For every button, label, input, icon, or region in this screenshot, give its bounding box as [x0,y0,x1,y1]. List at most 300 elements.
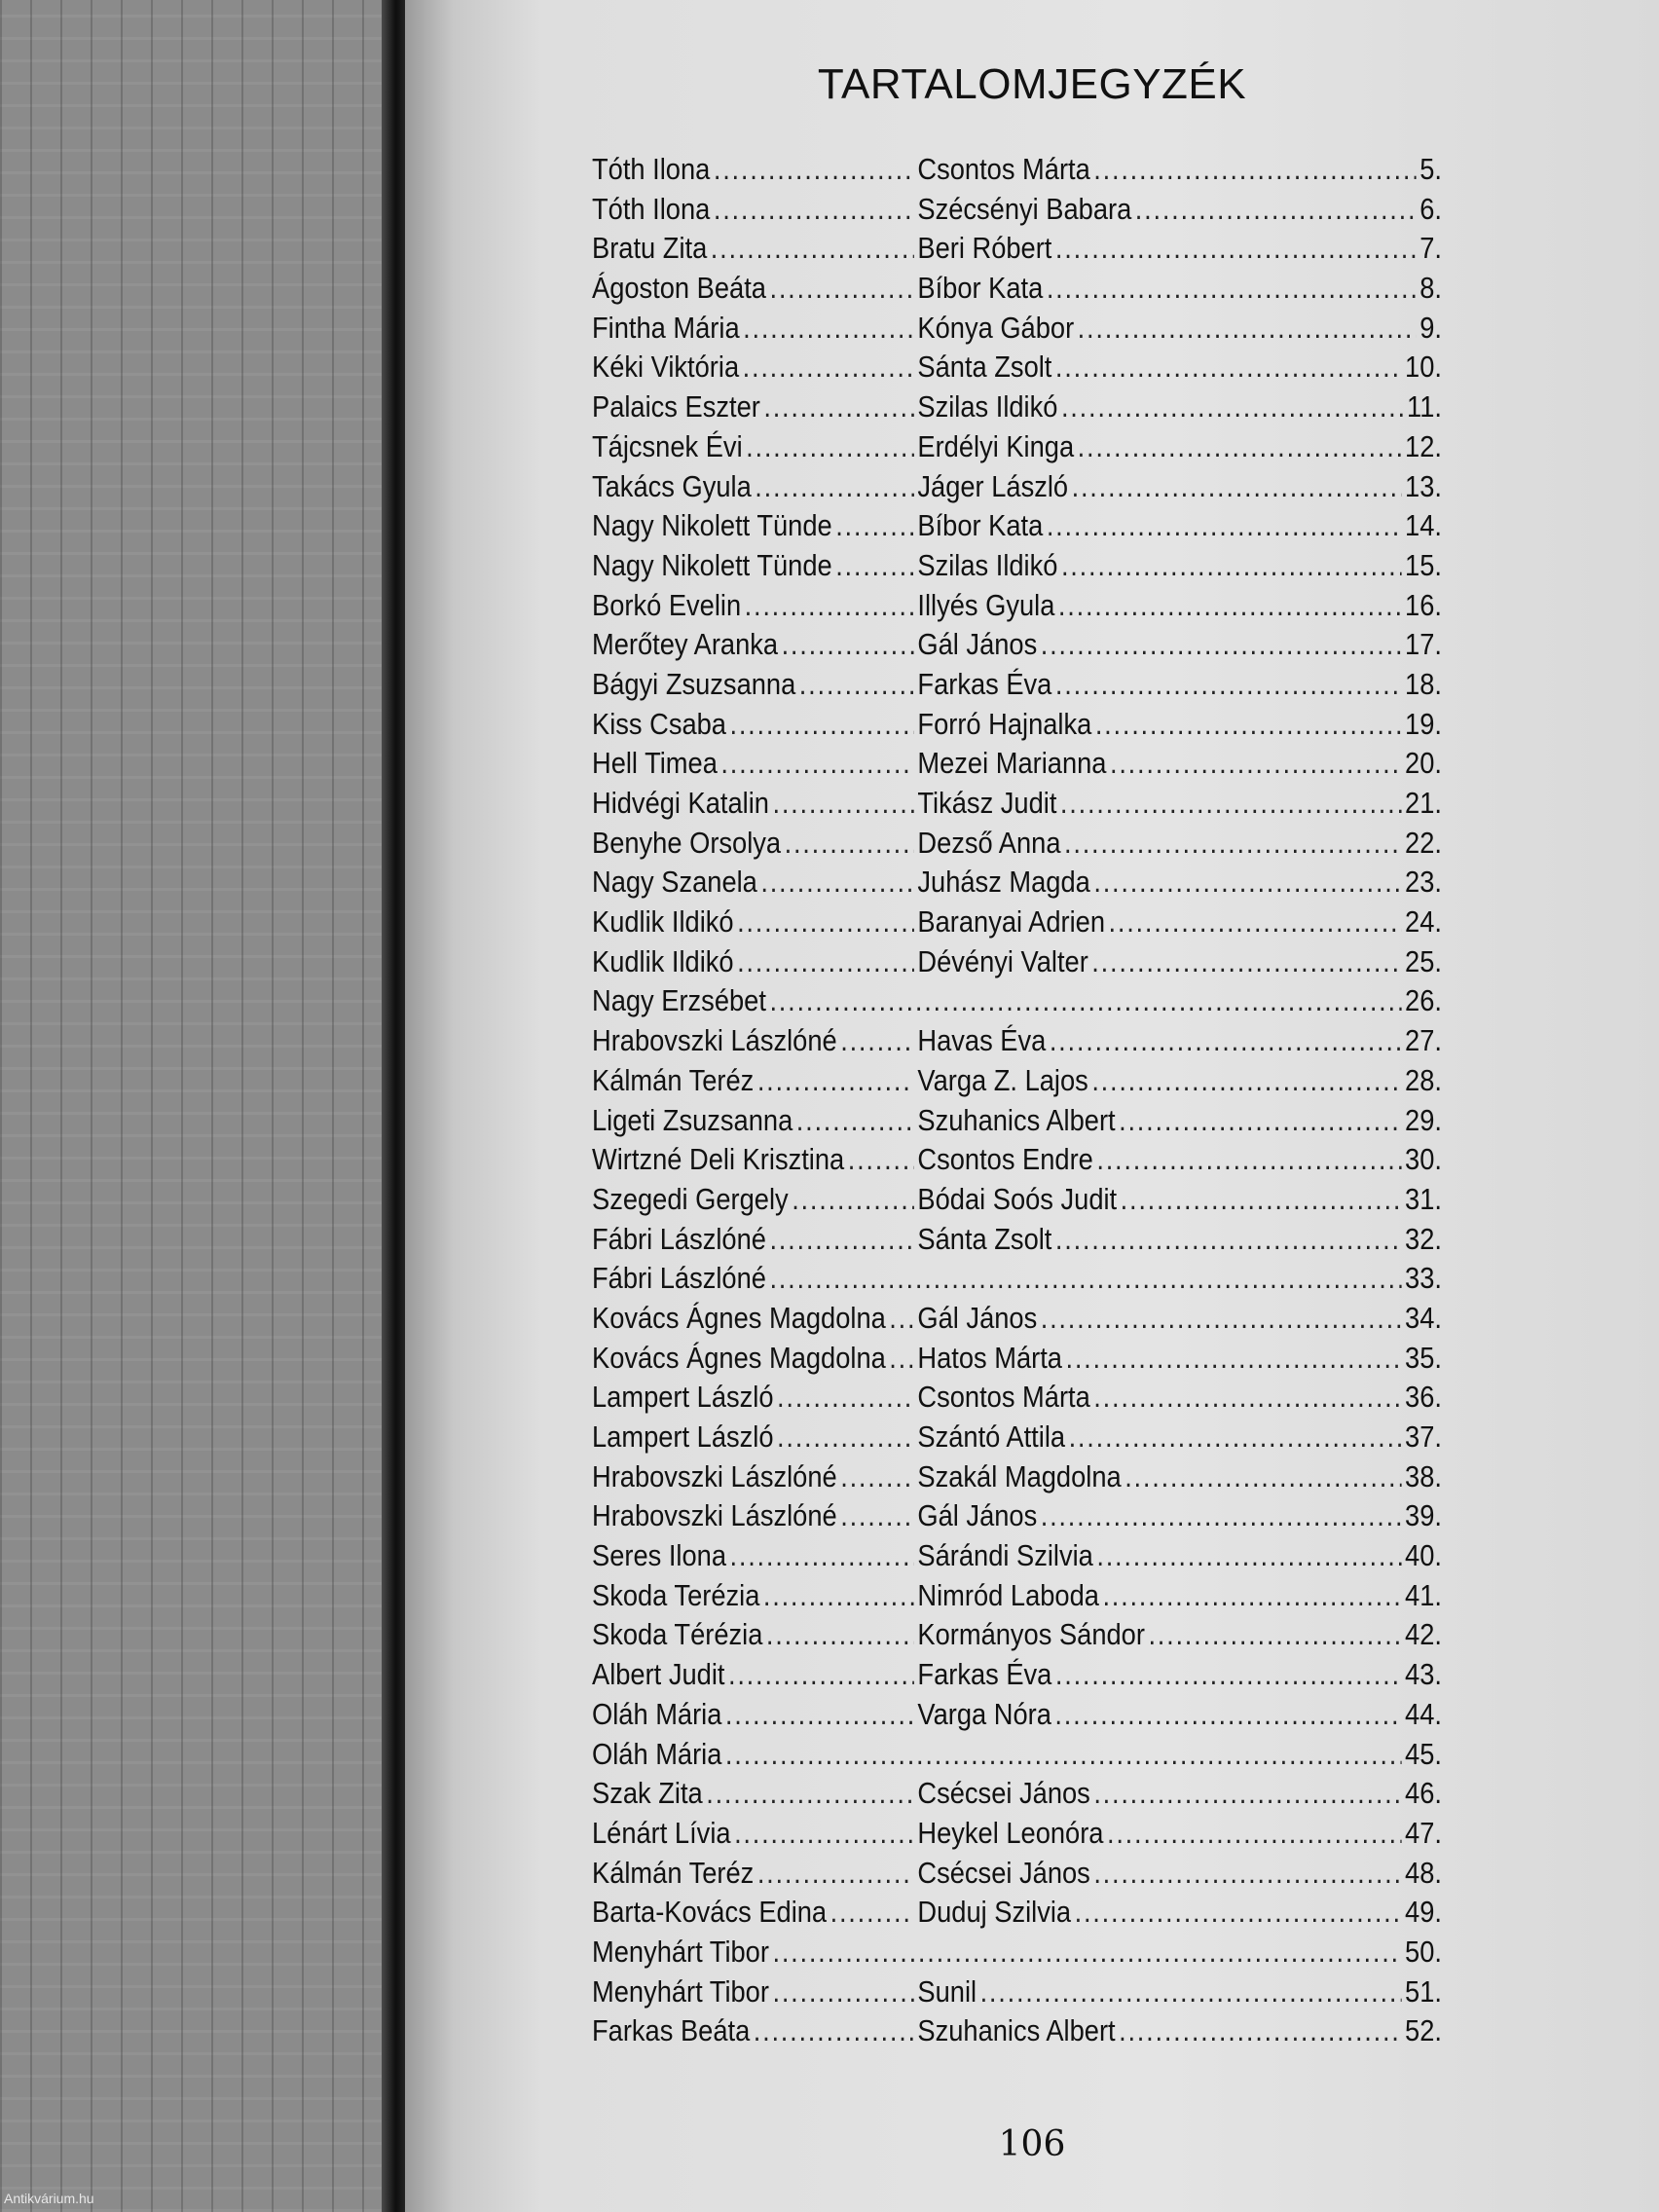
toc-illustrator-segment [917,707,1442,742]
toc-illustrator-segment [917,1816,1442,1851]
dot-leader [1041,1301,1402,1336]
toc-page-number: 14. [1405,508,1442,543]
toc-illustrator: Farkas Éva [917,666,1052,701]
dot-leader [1061,548,1402,583]
toc-author: Nagy Szanela [592,865,757,900]
dot-leader [840,1498,914,1533]
toc-illustrator: Kormányos Sándor [917,1617,1145,1652]
toc-author: Benyhe Orsolya [592,825,782,860]
toc-illustrator: Szilas Ildikó [917,547,1058,582]
toc-author: Hell Timea [592,746,718,781]
toc-entry [592,231,1442,271]
toc-entry [592,152,1442,192]
toc-illustrator-segment [917,1222,1442,1257]
dot-leader [1107,1816,1402,1851]
toc-entry [592,627,1442,667]
dot-leader [737,904,914,940]
toc-page-number: 17. [1405,627,1442,662]
toc-author-segment [592,588,917,623]
toc-illustrator: Szuhanics Albert [917,2013,1116,2048]
toc-illustrator-segment [917,1459,1442,1494]
toc-illustrator: Szuhanics Albert [917,1102,1116,1137]
toc-illustrator-segment [917,1301,1442,1336]
toc-illustrator: Sárándi Szilvia [917,1538,1093,1573]
toc-author: Nagy Erzsébet [592,983,766,1018]
toc-illustrator: Szakál Magdolna [917,1458,1122,1493]
toc-illustrator-segment [917,1538,1442,1573]
toc-author: Tájcsnek Évi [592,428,743,463]
dot-leader [772,1935,1401,1970]
toc-author-segment [592,1776,917,1811]
toc-page-number: 15. [1405,547,1442,582]
watermark: Antikvárium.hu [4,2191,94,2206]
toc-author: Skoda Térézia [592,1617,763,1652]
toc-illustrator: Kónya Gábor [917,310,1075,345]
dot-leader [755,469,914,504]
toc-author-segment [592,627,917,662]
dot-leader [1091,1063,1401,1098]
toc-page-number: 47. [1405,1815,1442,1850]
dot-leader [889,1301,914,1336]
dot-leader [725,1737,1402,1772]
toc-page-number: 49. [1405,1895,1442,1930]
dot-leader [1064,826,1401,861]
toc-entry [592,1261,1442,1301]
toc-page-number: 41. [1405,1577,1442,1612]
toc-author: Nagy Nikolett Tünde [592,547,832,582]
toc-author: Lénárt Lívia [592,1815,731,1850]
toc-author: Palaics Eszter [592,389,760,424]
toc-author: Kálmán Teréz [592,1855,755,1890]
toc-entry [592,1657,1442,1697]
toc-illustrator: Szántó Attila [917,1419,1066,1454]
toc-entry [592,944,1442,984]
dot-leader [1060,786,1402,821]
toc-page-number: 26. [1405,983,1442,1018]
dot-leader [1078,311,1417,346]
toc-illustrator: Erdélyi Kinga [917,428,1075,463]
toc-page-number: 8. [1419,271,1442,306]
dot-leader [1055,350,1402,385]
toc-entry [592,1419,1442,1459]
toc-illustrator: Szécsényi Babara [917,191,1132,226]
toc-illustrator-segment [917,508,1442,543]
dot-leader [1054,1697,1401,1732]
dot-leader [745,588,914,623]
toc-entry [592,389,1442,429]
toc-page-number: 43. [1405,1657,1442,1692]
toc-page-number: 38. [1405,1458,1442,1493]
dot-leader [889,1341,914,1376]
toc-page-number: 12. [1405,428,1442,463]
toc-page-number: 5. [1419,152,1442,186]
toc-author: Takács Gyula [592,468,752,503]
toc-entry [592,429,1442,469]
toc-illustrator: Csontos Endre [917,1142,1093,1177]
toc-illustrator-segment [917,1776,1442,1811]
toc-author: Seres Ilona [592,1538,727,1573]
dot-leader [1055,231,1417,266]
toc-illustrator: Duduj Szilvia [917,1895,1072,1930]
toc-page-number: 24. [1405,904,1442,940]
toc-illustrator: Gál János [917,1498,1038,1533]
dot-leader [769,983,1401,1018]
toc-illustrator-segment [917,904,1442,940]
toc-author-segment [592,904,917,940]
toc-author: Lampert László [592,1380,774,1415]
toc-illustrator-segment [917,311,1442,346]
toc-author: Szegedi Gergely [592,1181,789,1216]
dot-leader [1102,1578,1401,1613]
toc-author: Fintha Mária [592,310,740,345]
toc-entry [592,1222,1442,1262]
toc-entry [592,1063,1442,1103]
dot-leader [720,746,913,781]
dot-leader [714,192,914,227]
toc-page-number: 30. [1405,1142,1442,1177]
toc-illustrator: Hatos Márta [917,1340,1062,1375]
toc-author: Kudlik Ildikó [592,904,734,940]
toc-author-segment [592,1697,917,1732]
book-cover-edge [0,0,382,2212]
toc-page-number: 28. [1405,1062,1442,1097]
toc-author: Menyhárt Tibor [592,1934,769,1969]
toc-illustrator-segment [917,865,1442,900]
dot-leader [1093,865,1401,900]
toc-author-segment [592,1419,917,1455]
dot-leader [773,786,914,821]
dot-leader [1148,1617,1401,1652]
toc-illustrator-segment [917,1657,1442,1692]
dot-leader [1135,192,1417,227]
toc-author-segment [592,508,917,543]
toc-author-segment [592,1816,917,1851]
toc-illustrator: Heykel Leonóra [917,1815,1104,1850]
toc-entry [592,2013,1442,2053]
toc-page-number: 10. [1405,350,1442,385]
toc-illustrator-segment [917,826,1442,861]
toc-author: Farkas Beáta [592,2013,751,2048]
dot-leader [799,667,914,702]
toc-page-number: 46. [1405,1776,1442,1811]
dot-leader [1058,588,1402,623]
toc-author-segment [592,667,917,702]
toc-page-number: 6. [1419,191,1442,226]
dot-leader [769,1261,1401,1296]
dot-leader [743,350,914,385]
dot-leader [1055,667,1402,702]
toc-page-number: 51. [1405,1973,1442,2009]
dot-leader [1091,944,1401,979]
toc-page-number: 34. [1405,1300,1442,1335]
dot-leader [770,271,914,306]
toc-entry [592,1776,1442,1816]
toc-illustrator: Csontos Márta [917,152,1090,186]
dot-leader [835,548,914,583]
toc-author: Albert Judit [592,1657,725,1692]
dot-leader [769,1222,913,1257]
dot-leader [1069,1419,1402,1455]
dot-leader [766,1617,914,1652]
toc-author-segment [592,271,917,306]
toc-entry [592,1935,1442,1974]
toc-author-segment [592,1895,917,1930]
toc-author: Hidvégi Katalin [592,786,769,820]
toc-author-segment [592,1142,917,1177]
toc-entry [592,1974,1442,2014]
toc-author: Bágyi Zsuzsanna [592,666,796,701]
book-spine [382,0,405,2212]
toc-entry [592,1459,1442,1499]
toc-author-segment [592,1974,917,2009]
toc-illustrator: Varga Z. Lajos [917,1062,1088,1097]
toc-entry [592,746,1442,786]
toc-author-segment [592,1301,917,1336]
toc-illustrator-segment [917,231,1442,266]
dot-leader [1041,627,1402,662]
toc-entry [592,1182,1442,1222]
toc-illustrator: Jáger László [917,468,1069,503]
toc-illustrator: Forró Hajnalka [917,706,1092,741]
toc-illustrator-segment [917,627,1442,662]
toc-author-segment [592,746,917,781]
toc-illustrator-segment [917,2013,1442,2048]
toc-illustrator: Tikász Judit [917,786,1057,820]
toc-entry [592,1895,1442,1935]
dot-leader [777,1380,914,1415]
toc-page-number: 37. [1405,1419,1442,1454]
toc-illustrator-segment [917,667,1442,702]
toc-author-segment [592,707,917,742]
dot-leader [728,1657,914,1692]
toc-author: Hrabovszki Lászlóné [592,1458,837,1493]
toc-illustrator-segment [917,1498,1442,1533]
toc-illustrator-segment [917,588,1442,623]
toc-page-number: 20. [1405,746,1442,781]
toc-entry [592,904,1442,944]
toc-author-segment [592,1617,917,1652]
toc-illustrator: Gál János [917,627,1038,662]
toc-page-number: 36. [1405,1380,1442,1415]
dot-leader [757,1856,914,1891]
toc-author: Kudlik Ildikó [592,943,734,978]
dot-leader [785,826,914,861]
toc-entry [592,508,1442,548]
toc-page-number: 23. [1405,865,1442,900]
toc-author: Hrabovszki Lászlóné [592,1023,837,1058]
dot-leader [1078,429,1402,464]
toc-author-segment [592,2013,917,2048]
dot-leader [1093,1380,1401,1415]
toc-author-segment [592,865,917,900]
toc-entry [592,1103,1442,1143]
toc-illustrator-segment [917,1419,1442,1455]
toc-author: Tóth Ilona [592,152,711,186]
toc-page-number: 32. [1405,1221,1442,1256]
toc-illustrator: Gál János [917,1300,1038,1335]
toc-page-number: 19. [1405,706,1442,741]
dot-leader [1109,904,1402,940]
toc-illustrator-segment [917,429,1442,464]
toc-author: Ágoston Beáta [592,271,766,306]
toc-entry [592,588,1442,628]
toc-illustrator: Bíbor Kata [917,508,1044,543]
toc-page-number: 13. [1405,468,1442,503]
toc-author-segment [592,192,917,227]
toc-entry [592,1617,1442,1657]
toc-entry [592,1697,1442,1737]
toc-entry [592,1816,1442,1856]
dot-leader [757,1063,914,1098]
toc-author: Wirtzné Deli Krisztina [592,1142,845,1177]
toc-illustrator: Csécsei János [917,1855,1090,1890]
toc-illustrator: Illyés Gyula [917,587,1055,622]
toc-author-segment [592,1182,917,1217]
toc-illustrator-segment [917,152,1442,187]
toc-entry [592,1341,1442,1381]
toc-author-segment [592,1023,917,1058]
toc-illustrator: Beri Róbert [917,231,1052,266]
toc-entry [592,350,1442,389]
toc-author-segment [592,469,917,504]
toc-page-number: 29. [1405,1102,1442,1137]
toc-illustrator: Sánta Zsolt [917,1221,1052,1256]
toc-author: Merőtey Aranka [592,627,779,662]
toc-page-number: 35. [1405,1340,1442,1375]
toc-entry [592,707,1442,747]
toc-entry [592,469,1442,509]
toc-author-segment [592,1063,917,1098]
toc-page-number: 52. [1405,2013,1442,2048]
toc-author-segment [592,152,917,187]
toc-page-number: 25. [1405,943,1442,978]
dot-leader [763,389,914,424]
toc-author-segment [592,786,917,821]
toc-author: Ligeti Zsuzsanna [592,1102,793,1137]
toc-illustrator: Baranyai Adrien [917,904,1106,940]
toc-illustrator: Farkas Éva [917,1657,1052,1692]
toc-illustrator-segment [917,389,1442,424]
toc-entry [592,1380,1442,1419]
toc-author-segment [592,350,917,385]
dot-leader [734,1816,914,1851]
toc-page-number: 11. [1407,389,1442,424]
toc-entry [592,192,1442,232]
dot-leader [1093,1856,1401,1891]
toc-author: Lampert László [592,1419,774,1454]
toc-illustrator-segment [917,192,1442,227]
toc-author: Szak Zita [592,1776,703,1811]
toc-illustrator-segment [917,944,1442,979]
toc-entry [592,786,1442,826]
toc-page-number: 48. [1405,1855,1442,1890]
toc-illustrator-segment [917,1023,1442,1058]
dot-leader [980,1974,1402,2009]
dot-leader [1075,1895,1402,1930]
toc-author: Menyhárt Tibor [592,1973,769,2009]
toc-illustrator: Szilas Ildikó [917,389,1058,424]
toc-author: Skoda Terézia [592,1577,760,1612]
toc-entry [592,1142,1442,1182]
toc-illustrator-segment [917,1895,1442,1930]
toc-illustrator: Nimród Laboda [917,1577,1099,1612]
toc-entry [592,865,1442,904]
dot-leader [1095,707,1402,742]
toc-author-segment [592,1498,917,1533]
toc-entry [592,826,1442,866]
toc-page-number: 33. [1405,1261,1442,1296]
dot-leader [1047,508,1402,543]
toc-page-number: 44. [1405,1696,1442,1731]
toc-illustrator: Dezső Anna [917,825,1061,860]
toc-page-number: 9. [1419,310,1442,345]
toc-entry [592,548,1442,588]
dot-leader [1061,389,1404,424]
toc-illustrator: Csécsei János [917,1776,1090,1811]
dot-leader [777,1419,914,1455]
toc-entry [592,1578,1442,1618]
dot-leader [760,865,914,900]
dot-leader [754,2013,914,2048]
toc-illustrator-segment [917,1380,1442,1415]
toc-author: Oláh Mária [592,1736,722,1771]
dot-leader [782,627,914,662]
toc-page-number: 42. [1405,1617,1442,1652]
toc-author: Fábri Lászlóné [592,1261,766,1296]
toc-page-number: 22. [1405,825,1442,860]
toc-illustrator-segment [917,1697,1442,1732]
toc-author: Kálmán Teréz [592,1062,755,1097]
toc-illustrator: Sánta Zsolt [917,350,1052,385]
toc-author-segment [592,1380,917,1415]
dot-leader [1096,1142,1401,1177]
page-title: TARTALOMJEGYZÉK [817,60,1247,108]
toc-author-segment [592,1103,917,1138]
toc-illustrator: Sunil [917,1973,977,2009]
toc-author-segment [592,944,917,979]
dot-leader [1121,1182,1402,1217]
toc-illustrator: Csontos Márta [917,1380,1090,1415]
toc-author: Hrabovszki Lászlóné [592,1498,837,1533]
dot-leader [1055,1657,1402,1692]
toc-author: Barta-Kovács Edina [592,1895,828,1930]
toc-author: Kovács Ágnes Magdolna [592,1300,886,1335]
dot-leader [1093,1776,1401,1811]
toc-author-segment [592,429,917,464]
dot-leader [706,1776,914,1811]
toc-illustrator-segment [917,1341,1442,1376]
toc-page-number: 21. [1405,786,1442,820]
toc-entry [592,271,1442,311]
toc-illustrator-segment [917,1856,1442,1891]
toc-illustrator-segment [917,1578,1442,1613]
dot-leader [1093,152,1416,187]
dot-leader [1047,271,1417,306]
toc-author: Borkó Evelin [592,587,742,622]
toc-author: Kovács Ágnes Magdolna [592,1340,886,1375]
toc-entry [592,311,1442,350]
toc-author-segment [592,826,917,861]
toc-author: Tóth Ilona [592,191,711,226]
page-number: 106 [998,2124,1066,2164]
toc-entry [592,1498,1442,1538]
dot-leader [763,1578,914,1613]
dot-leader [730,707,914,742]
toc-illustrator: Juhász Magda [917,865,1090,900]
toc-author-segment [592,1657,917,1692]
toc-illustrator-segment [917,350,1442,385]
toc-illustrator-segment [917,1182,1442,1217]
